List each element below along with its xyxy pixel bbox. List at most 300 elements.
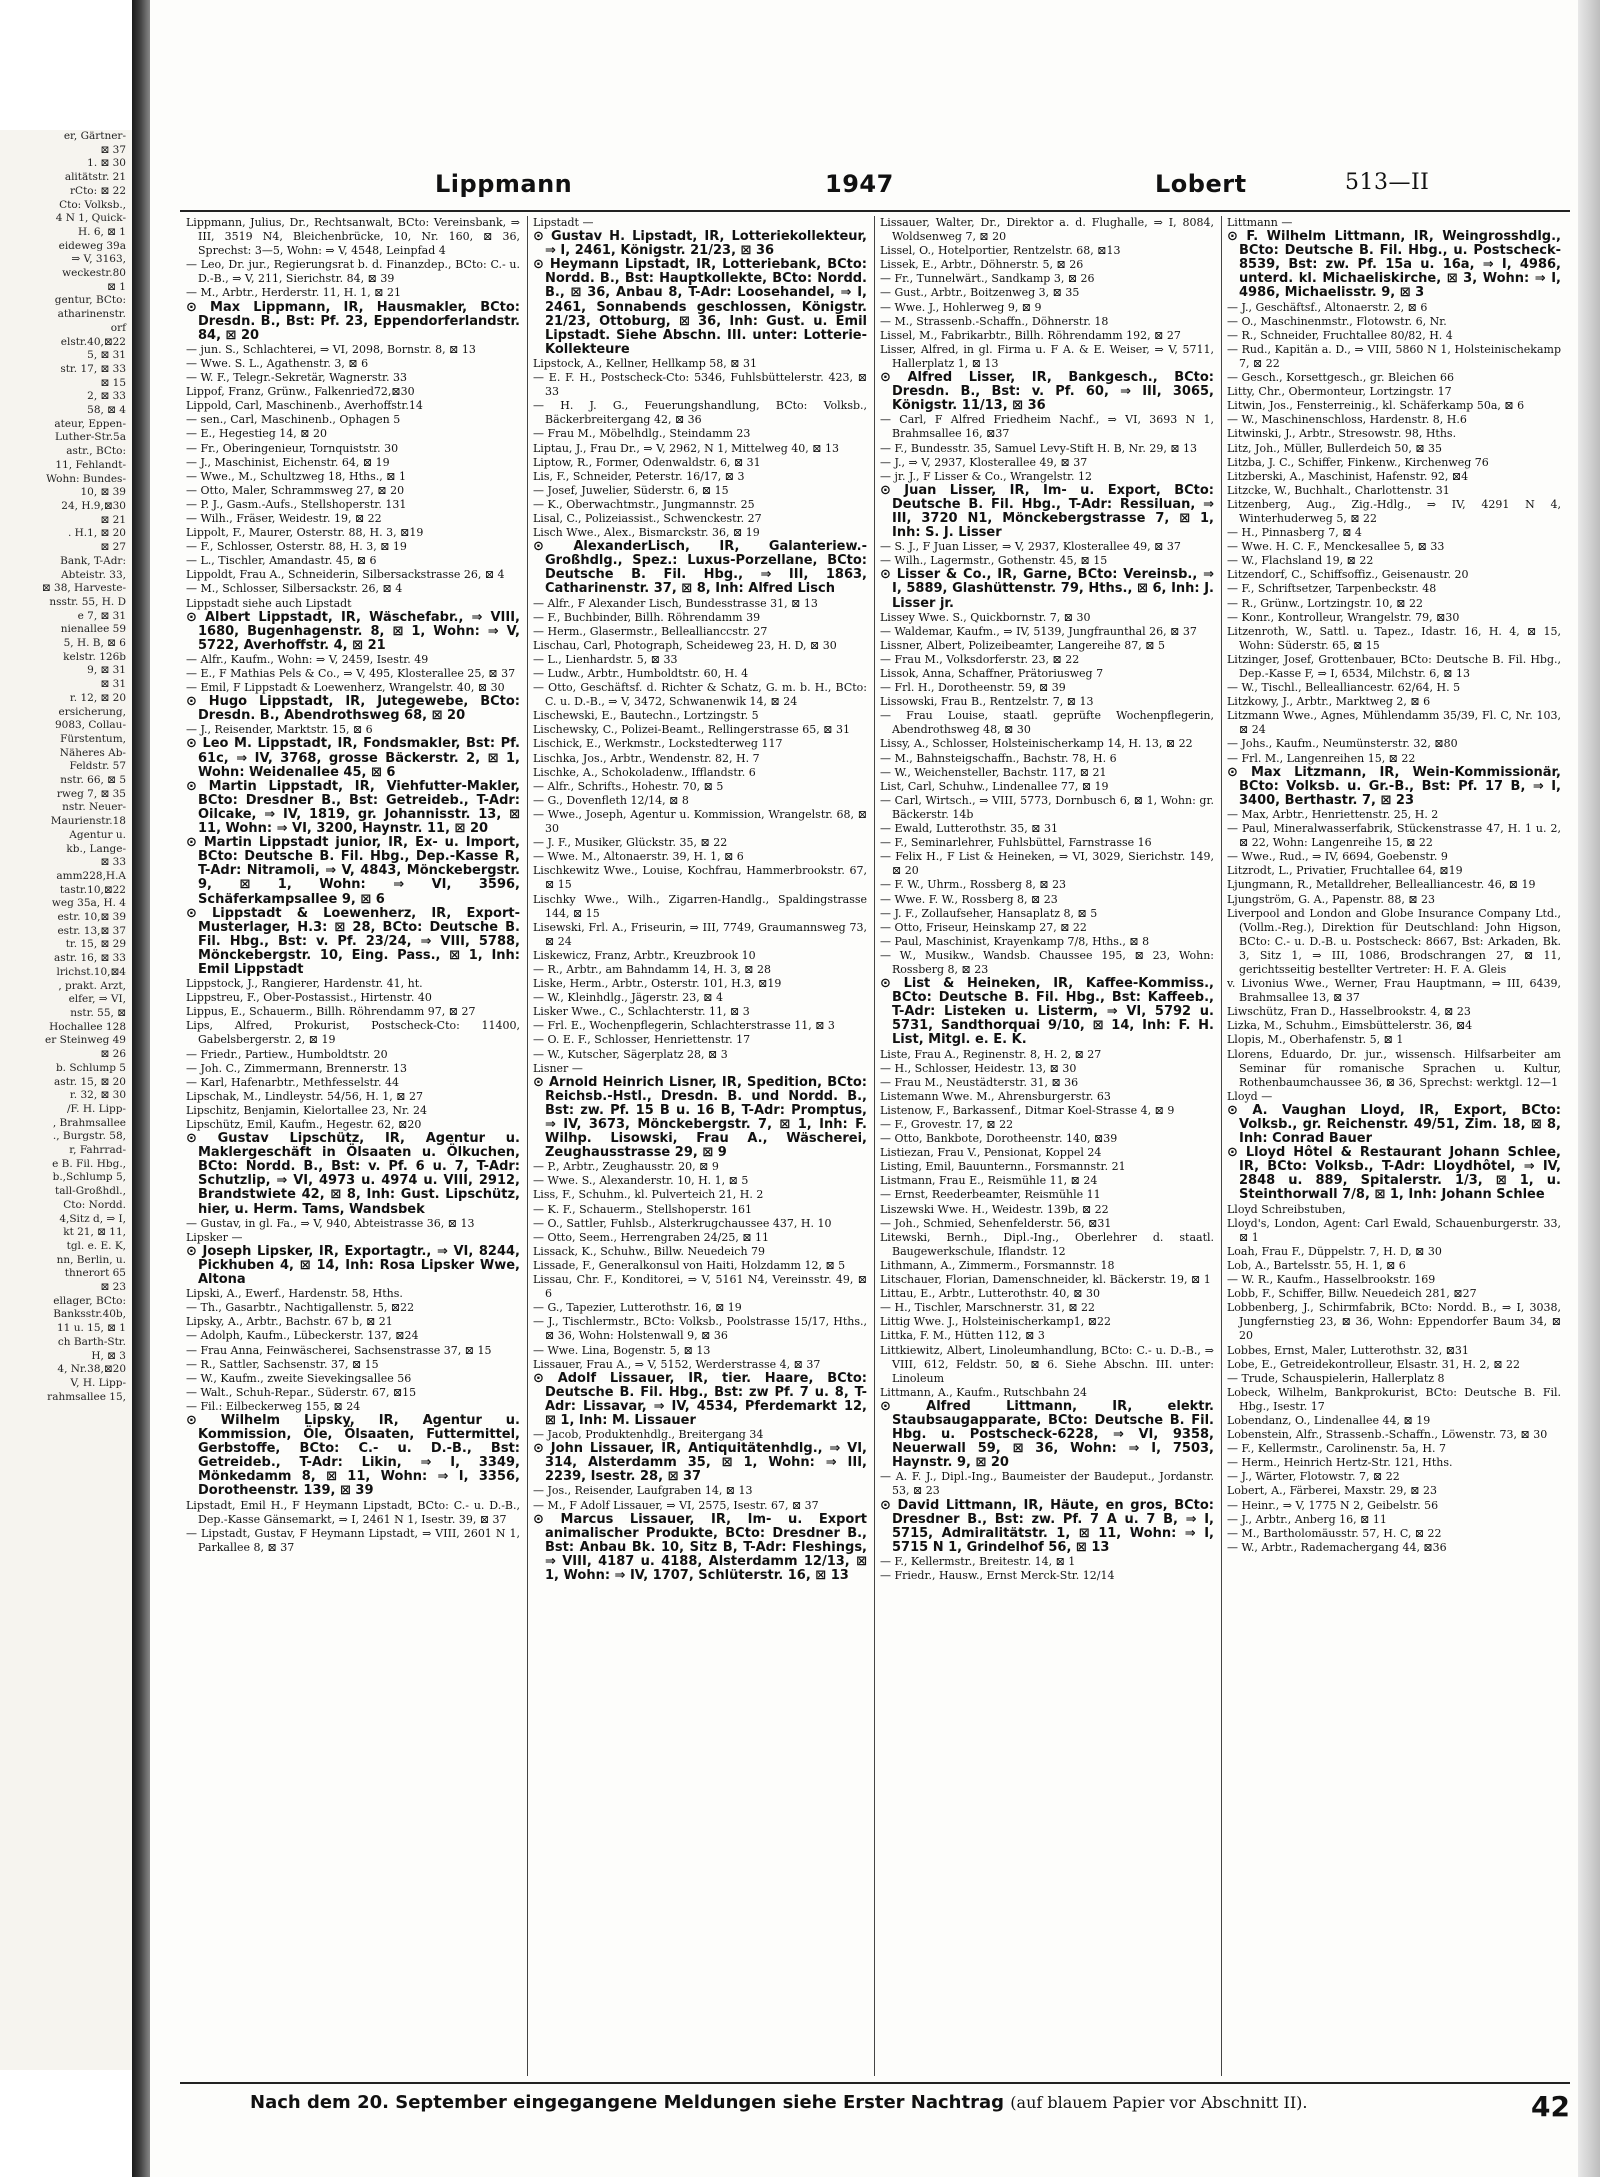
directory-entry: Lipsky, A., Arbtr., Bachstr. 67 b, ⊠ 21 — [186, 1315, 393, 1329]
fragment-line: e 7, ⊠ 31 — [77, 609, 126, 622]
directory-entry: Lipski, A., Ewerf., Hardenstr. 58, Hths. — [186, 1287, 403, 1301]
fragment-line: alitätstr. 21 — [64, 171, 126, 184]
directory-entry: — F., Buchbinder, Billh. Röhrendamm 39 — [533, 610, 761, 624]
directory-entry: — W., Musikw., Wandsb. Chaussee 195, ⊠ 23, Wohn: Rossberg 8, ⊠ 23 — [880, 948, 1214, 976]
directory-entry: Lis, F., Schneider, Peterstr. 16/17, ⊠ 3 — [533, 469, 745, 483]
directory-entry: — Paul, Mineralwasserfabrik, Stückenstrasse 47, H. 1 u. 2, ⊠ 22, Wohn: Langenreihe 15, ⊠ 22 — [1227, 822, 1561, 850]
directory-entry: Llorens, Eduardo, Dr. jur., wissensch. Hilfsarbeiter am Seminar für romanische Sprachen u. Kultur, Rothenbaumchaussee 36, ⊠ 36, Sprechst: werktgl. 12—1 — [1227, 1047, 1561, 1089]
fragment-line: nn, Berlin, u. — [56, 1253, 126, 1266]
directory-entry: Listemann Wwe. M., Ahrensburgerstr. 63 — [880, 1089, 1111, 1103]
directory-entry: Litzcke, W., Buchhalt., Charlottenstr. 31 — [1227, 483, 1450, 497]
fragment-line: Maurienstr.18 — [50, 815, 126, 828]
directory-entry: — H., Tischler, Marschnerstr. 31, ⊠ 22 — [880, 1301, 1096, 1315]
directory-entry: Lissek, E., Arbtr., Döhnerstr. 5, ⊠ 26 — [880, 258, 1084, 272]
fragment-line: Wohn: Bundes- — [46, 472, 126, 485]
fragment-line: Luther-Str.5a — [54, 431, 126, 444]
fragment-line: ellager, BCto: — [53, 1294, 126, 1307]
directory-entry: — J., Arbtr., Anberg 16, ⊠ 11 — [1227, 1512, 1387, 1526]
running-header — [180, 170, 1570, 204]
directory-entry: — Alfr., Kaufm., Wohn: ⇒ V, 2459, Isestr. 49 — [186, 652, 429, 666]
directory-entry: — P. J., Gasm.-Aufs., Stellshoperstr. 131 — [186, 497, 407, 511]
directory-entry: ⊙ Heymann Lipstadt, IR, Lotteriebank, BCto: Nordd. B., Bst: Hauptkollekte, BCto: Nordd. B., ⊠ 36, Anbau 8, T-Adr: Loosehandel, ⇒ I, 2461, Sonnabends geschlossen, Königstr. 21/23, Ottoburg, ⊠ 36, Inh: Gust. u. Emil Lipstadt. Siehe Abschn. III. unter: Lotterie-Kollekteure — [533, 257, 867, 357]
fragment-line: rahmsallee 15, — [47, 1390, 126, 1403]
fragment-line: er Steinweg 49 — [45, 1034, 126, 1047]
directory-entry: — Felix H., F List & Heineken, ⇒ VI, 3029, Sierichstr. 149, ⊠ 20 — [880, 850, 1214, 878]
fragment-line: gentur, BCto: — [54, 294, 126, 307]
directory-entry: Littmann, A., Kaufm., Rutschbahn 24 — [880, 1385, 1088, 1399]
directory-entry: Lischick, E., Werkmstr., Lockstedterweg 117 — [533, 737, 783, 751]
fragment-line: er, Gärtner- — [63, 130, 126, 142]
directory-entry: Litzmann Wwe., Agnes, Mühlendamm 35/39, Fl. C, Nr. 103, ⊠ 24 — [1227, 709, 1561, 737]
directory-entry: — W., Flachsland 19, ⊠ 22 — [1227, 554, 1374, 568]
directory-entry: Lizka, M., Schuhm., Eimsbüttelerstr. 36, ⊠4 — [1227, 1019, 1473, 1033]
directory-entry: Lischke, A., Schokoladenw., Ifflandstr. 6 — [533, 765, 756, 779]
fragment-line: astr., BCto: — [66, 445, 126, 458]
directory-entry: ⊙ Lippstadt & Loewenherz, IR, Export-Musterlager, H.3: ⊠ 28, BCto: Deutsche B. Fil. Hbg., Bst: v. Pf. 23/24, ⇒ VIII, 5788, Mönckebergstr. 10, Eing. Pass., ⊠ 1, Inh: Emil Lippstadt — [186, 905, 520, 977]
directory-entry: — Walt., Schuh-Repar., Süderstr. 67, ⊠15 — [186, 1385, 417, 1399]
directory-entry: ⊙ Wilhelm Lipsky, IR, Agentur u. Kommission, Öle, Ölsaaten, Futtermittel, Gerbstoffe, BCto: C.- u. D.-B., Bst: Getreideb., T-Adr: Likin, ⇒ I, 3349, Mönkedamm 8, ⊠ 11, Wohn: ⇒ I, 3356, Dorotheenstr. 139, ⊠ 39 — [186, 1412, 520, 1499]
directory-entry: Lischewski, E., Bautechn., Lortzingstr. 5 — [533, 709, 759, 723]
directory-entry: — J., Reisender, Marktstr. 15, ⊠ 6 — [186, 723, 373, 737]
directory-entry: Litzenberg, Aug., Zig.-Hdlg., ⇒ IV, 4291 N 4, Winterhuderweg 5, ⊠ 22 — [1227, 497, 1561, 525]
fragment-line: tastr.10,⊠22 — [59, 883, 126, 896]
column-divider — [1221, 216, 1222, 2076]
directory-entry: ⊙ Gustav Lipschütz, IR, Agentur u. Maklergeschäft in Ölsaaten u. Ölkuchen, BCto: Nordd. B., Bst: v. Pf. 6 u. 7, T-Adr: Schutzlip, ⇒ VI, 4973 u. 4974 u. VIII, 2912, Brandstwiete 42, ⊠ 8, Inh: Gust. Lipschütz, hier, u. Herm. Tams, Wandsbek — [186, 1131, 520, 1217]
directory-entry: Litzenroth, W., Sattl. u. Tapez., Idastr. 16, H. 4, ⊠ 15, Wohn: Süderstr. 65, ⊠ 15 — [1227, 624, 1561, 652]
directory-entry: Listiezan, Frau V., Pensionat, Koppel 24 — [880, 1146, 1102, 1160]
fragment-line: , prakt. Arzt, — [58, 979, 126, 992]
fragment-line: 10, ⊠ 39 — [80, 486, 126, 499]
directory-entry: — F. W., Uhrm., Rossberg 8, ⊠ 23 — [880, 878, 1067, 892]
directory-entry: — jun. S., Schlachterei, ⇒ VI, 2098, Bornstr. 8, ⊠ 13 — [186, 342, 476, 356]
fragment-line: estr. 13,⊠ 37 — [57, 924, 126, 937]
directory-entry: ⊙ Marcus Lissauer, IR, Im- u. Export animalischer Produkte, BCto: Dresdner B., Bst: Anbau Bk. 10, Sitz B, T-Adr: Fleshings, ⇒ VIII, 4187 u. 4188, Alsterdamm 12/13, ⊠ 1, Wohn: ⇒ IV, 1707, Schlüterstr. 16, ⊠ 13 — [533, 1511, 867, 1583]
footer-note-paren: (auf blauem Papier vor Abschnitt II). — [1010, 2093, 1308, 2112]
fragment-line: Banksstr.40b, — [53, 1308, 126, 1321]
fragment-line: weg 35a, H. 4 — [51, 897, 126, 910]
footer-rule — [180, 2082, 1570, 2084]
directory-entry: Litzrodt, L., Privatier, Fruchtallee 64, ⊠19 — [1227, 864, 1463, 878]
directory-entry: Liste, Frau A., Reginenstr. 8, H. 2, ⊠ 27 — [880, 1047, 1102, 1061]
directory-entry: Lissade, F., Generalkonsul von Haiti, Holzdamm 12, ⊠ 5 — [533, 1258, 846, 1272]
directory-entry: Lischau, Carl, Photograph, Scheideweg 23, H. D, ⊠ 30 — [533, 638, 837, 652]
directory-entry: Liwschütz, Fran D., Hasselbrookstr. 4, ⊠ 23 — [1227, 1005, 1471, 1019]
fragment-line: elstr.40,⊠22 — [60, 335, 126, 348]
fragment-line: nstr. 55, ⊠ — [70, 1007, 126, 1019]
directory-entry: — W., Tischl., Bellealliancestr. 62/64, H. 5 — [1227, 681, 1461, 695]
directory-entry: Lloyd Schreibstuben, — [1227, 1202, 1346, 1216]
fragment-line: thnerort 65 — [64, 1267, 126, 1280]
directory-entry: Lloyd — — [1227, 1089, 1273, 1103]
directory-entry: Lobbenberg, J., Schirmfabrik, BCto: Nordd. B., ⇒ I, 3038, Jungfernstieg 23, ⊠ 36, Wohn: Eppendorfer Baum 34, ⊠ 20 — [1227, 1301, 1561, 1343]
directory-entry: Lissey Wwe. S., Quickbornstr. 7, ⊠ 30 — [880, 610, 1091, 624]
directory-entry: Litwin, Jos., Fensterreinig., kl. Schäferkamp 50a, ⊠ 6 — [1227, 399, 1525, 413]
directory-entry: ⊙ Leo M. Lippstadt, IR, Fondsmakler, Bst: Pf. 61c, ⇒ IV, 3768, grosse Bäckerstr. 2, ⊠ 1, Wohn: Weidenallee 45, ⊠ 6 — [186, 736, 520, 780]
directory-entry: Lissy, A., Schlosser, Holsteinischerkamp 14, H. 13, ⊠ 22 — [880, 737, 1193, 751]
directory-entry: Lobenstein, Alfr., Strassenb.-Schaffn., Löwenstr. 73, ⊠ 30 — [1227, 1428, 1548, 1442]
directory-entry: — Konr., Kontrolleur, Wrangelstr. 79, ⊠30 — [1227, 610, 1460, 624]
fragment-line: r. 12, ⊠ 20 — [69, 691, 126, 704]
directory-entry: Liskewicz, Franz, Arbtr., Kreuzbrook 10 — [533, 948, 756, 962]
directory-entry: Lips, Alfred, Prokurist, Postscheck-Cto: 11400, Gabelsbergerstr. 2, ⊠ 19 — [186, 1019, 520, 1047]
fragment-line: ⊠ 1 — [107, 280, 126, 293]
directory-entry: — Heinr., ⇒ V, 1775 N 2, Geibelstr. 56 — [1227, 1498, 1439, 1512]
directory-entry: — W., Kutscher, Sägerplatz 28, ⊠ 3 — [533, 1047, 728, 1061]
directory-entry: ⊙ Lloyd Hôtel & Restaurant Johann Schlee, IR, BCto: Volksb., T-Adr: Lloydhôtel, ⇒ IV, 2848 u. 889, Spitalerstr. 1/3, ⊠ 1, u. Steinthorwall 7/8, ⊠ 1, Inh: Johann Schlee — [1227, 1145, 1561, 1203]
directory-entry: Lissner, Albert, Polizeibeamter, Langereihe 87, ⊠ 5 — [880, 638, 1165, 652]
directory-entry: — Wwe., Rud., ⇒ IV, 6694, Goebenstr. 9 — [1227, 850, 1448, 864]
directory-entry: — R., Grünw., Lortzingstr. 10, ⊠ 22 — [1227, 596, 1423, 610]
directory-entry: Lipstadt, Emil H., F Heymann Lipstadt, BCto: C.- u. D.-B., Dep.-Kasse Gänsemarkt, ⇒ I, 2461 N 1, Isestr. 39, ⊠ 37 — [186, 1498, 520, 1526]
directory-entry: List, Carl, Schuhw., Lindenallee 77, ⊠ 19 — [880, 779, 1109, 793]
directory-entry: Lischewsky, C., Polizei-Beamt., Rellingerstrasse 65, ⊠ 31 — [533, 723, 850, 737]
fragment-line: /F. H. Lipp- — [66, 1102, 126, 1115]
directory-entry: ⊙ Juan Lisser, IR, Im- u. Export, BCto: Deutsche B. Fil. Hbg., T-Adr: Ressiluan, ⇒ III, 3720 N1, Mönckebergstrasse 7, ⊠ 1, Inh: S. J. Lisser — [880, 482, 1214, 541]
column-divider — [874, 216, 875, 2076]
directory-entry: Lippof, Franz, Grünw., Falkenried72,⊠30 — [186, 385, 415, 399]
fragment-line: kelstr. 126b — [63, 650, 126, 663]
fragment-line: elfer, ⇒ VI, — [68, 993, 126, 1006]
directory-entry: — Adolph, Kaufm., Lübeckerstr. 137, ⊠24 — [186, 1329, 419, 1343]
directory-entry: — J., Wärter, Flotowstr. 7, ⊠ 22 — [1227, 1470, 1400, 1484]
directory-entry: — E., F Mathias Pels & Co., ⇒ V, 495, Klosterallee 25, ⊠ 37 — [186, 667, 516, 680]
directory-entry: — J. F., Musiker, Glückstr. 35, ⊠ 22 — [533, 836, 728, 850]
directory-entry: — H. J. G., Feuerungshandlung, BCto: Volksb., Bäckerbreitergang 42, ⊠ 36 — [533, 399, 867, 427]
directory-entry: Liss, F., Schuhm., kl. Pulverteich 21, H. 2 — [533, 1188, 764, 1202]
fragment-line: eideweg 39a — [58, 239, 126, 252]
directory-entry: — Leo, Dr. jur., Regierungsrat b. d. Finanzdep., BCto: C.- u. D.-B., ⇒ V, 211, Sierichstr. 84, ⊠ 39 — [186, 258, 520, 286]
directory-entry: Litewski, Bernh., Dipl.-Ing., Oberlehrer d. staatl. Baugewerkschule, Iflandstr. 12 — [880, 1230, 1214, 1258]
directory-entry: — Joh. C., Zimmermann, Brennerstr. 13 — [186, 1061, 407, 1075]
fragment-line: b.,Schlump 5, — [52, 1171, 126, 1184]
directory-entry: ⊙ Adolf Lissauer, IR, tier. Haare, BCto: Deutsche B. Fil. Hbg., Bst: zw Pf. 7 u. 8, T-Adr: Lissavar, ⇒ IV, 4534, Pferdemarkt 12, ⊠ 1, Inh: M. Lissauer — [533, 1370, 867, 1428]
fragment-line: 4,Sitz d, ⇒ I, — [59, 1212, 126, 1225]
fragment-line: ⊠ 37 — [100, 143, 126, 156]
directory-entry: — F., Grovestr. 17, ⊠ 22 — [880, 1118, 1014, 1131]
directory-entry: ⊙ A. Vaughan Lloyd, IR, Export, BCto: Volksb., gr. Reichenstr. 49/51, Zim. 18, ⊠ 8, Inh: Conrad Bauer — [1227, 1102, 1561, 1147]
directory-entry: — M., Schlosser, Silbersackstr. 26, ⊠ 4 — [186, 582, 403, 596]
directory-entry: — Fr., Tunnelwärt., Sandkamp 3, ⊠ 26 — [880, 272, 1095, 286]
directory-entry: — Otto, Geschäftsf. d. Richter & Schatz, G. m. b. H., BCto: C. u. D.-B., ⇒ V, 3472, Schwanenwik 14, ⊠ 24 — [533, 681, 867, 709]
directory-entry: — Wwe. J., Hohlerweg 9, ⊠ 9 — [880, 300, 1042, 314]
fragment-line: ⊠ 26 — [100, 1048, 126, 1061]
directory-entry: — E. F. H., Postscheck-Cto: 5346, Fuhlsbüttelerstr. 423, ⊠ 33 — [533, 371, 867, 399]
directory-entry: — J., Maschinist, Eichenstr. 64, ⊠ 19 — [186, 455, 390, 469]
directory-entry: — H., Pinnasberg 7, ⊠ 4 — [1227, 526, 1362, 540]
directory-entry: — W., Arbtr., Rademachergang 44, ⊠36 — [1227, 1540, 1447, 1554]
directory-entry: — Frl. M., Langenreihen 15, ⊠ 22 — [1227, 751, 1416, 765]
directory-entry: Litzkowy, J., Arbtr., Marktweg 2, ⊠ 6 — [1227, 695, 1431, 709]
directory-entry: — Frau M., Möbelhdlg., Steindamm 23 — [533, 427, 751, 441]
fragment-line: Abteistr. 33, — [61, 568, 126, 581]
directory-entry: — Otto, Maler, Schrammsweg 27, ⊠ 20 — [186, 483, 405, 497]
directory-entry: — Frau M., Neustädterstr. 31, ⊠ 36 — [880, 1075, 1079, 1089]
directory-entry: Litzberski, A., Maschinist, Hafenstr. 92, ⊠4 — [1227, 469, 1469, 483]
directory-entry: Litwinski, J., Arbtr., Stresowstr. 98, Hths. — [1227, 427, 1457, 441]
fragment-line: e B. Fil. Hbg., — [52, 1157, 126, 1170]
directory-entry: — M., Bahnsteigschaffn., Bachstr. 78, H. 6 — [880, 751, 1117, 765]
directory-entry: — Gust., Arbtr., Boitzenweg 3, ⊠ 35 — [880, 286, 1080, 300]
directory-entry: — Johs., Kaufm., Neumünsterstr. 32, ⊠80 — [1227, 737, 1458, 751]
directory-entry: — Jos., Reisender, Laufgraben 14, ⊠ 13 — [533, 1484, 753, 1498]
directory-entry: — A. F. J., Dipl.-Ing., Baumeister der Baudeput., Jordanstr. 53, ⊠ 23 — [880, 1470, 1214, 1498]
directory-entry: Lissowski, Frau B., Rentzelstr. 7, ⊠ 13 — [880, 695, 1094, 709]
fragment-line: . H.1, ⊠ 20 — [67, 527, 126, 540]
directory-entry: — Jacob, Produktenhdlg., Breitergang 34 — [533, 1428, 764, 1442]
directory-entry: — G., Tapezier, Lutterothstr. 16, ⊠ 19 — [533, 1301, 742, 1315]
directory-entry: — jr. J., F Lisser & Co., Wrangelstr. 12 — [880, 469, 1093, 483]
fragment-line: astr. 16, ⊠ 33 — [54, 952, 126, 965]
directory-entry: Lipschütz, Emil, Kaufm., Hegestr. 62, ⊠20 — [186, 1118, 422, 1131]
directory-entry: Lissauer, Walter, Dr., Direktor a. d. Flughalle, ⇒ I, 8084, Woldsenweg 7, ⊠ 20 — [880, 216, 1214, 244]
fragment-line: ⊠ 27 — [100, 541, 126, 554]
fragment-line: nienallee 59 — [60, 623, 126, 636]
directory-entry: — Lipstadt, Gustav, F Heymann Lipstadt, ⇒ VIII, 2601 N 1, Parkallee 8, ⊠ 37 — [186, 1526, 520, 1554]
directory-entry: — R., Schneider, Fruchtallee 80/82, H. 4 — [1227, 328, 1453, 342]
directory-entry: — K. F., Schauerm., Stellshoperstr. 161 — [533, 1202, 752, 1216]
page-footer — [180, 2088, 1570, 2128]
header-page-number: 513—II — [1345, 170, 1430, 195]
fragment-line: 11 u. 15, ⊠ 1 — [57, 1322, 126, 1335]
fragment-line: Feldstr. 57 — [69, 760, 126, 773]
directory-entry: ⊙ Gustav H. Lipstadt, IR, Lotteriekollekteur, ⇒ I, 2461, Königstr. 21/23, ⊠ 36 — [533, 229, 867, 259]
directory-entry: ⊙ Max Lippmann, IR, Hausmakler, BCto: Dresdn. B., Bst: Pf. 23, Eppendorferlandstr. 84, ⊠ 20 — [186, 299, 520, 343]
directory-entry: Lobe, E., Getreidekontrolleur, Elsastr. 31, H. 2, ⊠ 22 — [1227, 1357, 1521, 1371]
column-2 — [533, 216, 867, 2076]
header-year: 1947 — [825, 170, 894, 198]
fragment-line: Bank, T-Adr: — [60, 554, 126, 567]
fragment-line: kb., Lange- — [66, 842, 126, 855]
directory-entry: ⊙ Hugo Lippstadt, IR, Jutegewebe, BCto: Dresdn. B., Abendrothsweg 68, ⊠ 20 — [186, 694, 520, 724]
fragment-line: , Brahmsallee — [52, 1116, 126, 1129]
fragment-line: ch Barth-Str. — [57, 1335, 126, 1348]
directory-entry: — Rud., Kapitän a. D., ⇒ VIII, 5860 N 1, Holsteinischekamp 7, ⊠ 22 — [1227, 342, 1561, 370]
directory-entry: Lipstadt — — [533, 216, 594, 229]
directory-entry: Littig Wwe. J., Holsteinischerkamp1, ⊠22 — [880, 1315, 1111, 1329]
directory-entry: — Fr., Oberingenieur, Tornquiststr. 30 — [186, 441, 399, 455]
directory-entry: — Friedr., Partiew., Humboldtstr. 20 — [186, 1047, 388, 1061]
fragment-line: r. 32, ⊠ 30 — [69, 1089, 126, 1102]
directory-entry: — Emil, F Lippstadt & Loewenherz, Wrangelstr. 40, ⊠ 30 — [186, 681, 505, 695]
directory-entry: ⊙ List & Heineken, IR, Kaffee-Kommiss., BCto: Deutsche B. Fil. Hbg., Bst: Kaffeeb., T-Adr: Listeken u. Listerm, ⇒ VI, 5792 u. 5731, Sandthorquai 9/10, ⊠ 14, Inh: F. H. List, Mitgl. e. E. K. — [880, 976, 1214, 1048]
directory-entry: Lippstreu, F., Ober-Postassist., Hirtenstr. 40 — [186, 991, 432, 1005]
fragment-line: 5, ⊠ 31 — [87, 349, 126, 362]
directory-entry: Litz, Joh., Müller, Bullerdeich 50, ⊠ 35 — [1227, 441, 1443, 455]
directory-entry: Lob, A., Bartelsstr. 55, H. 1, ⊠ 6 — [1227, 1258, 1406, 1272]
fragment-line: 1. ⊠ 30 — [87, 157, 126, 170]
column-1 — [186, 216, 520, 2076]
directory-entry: — Gesch., Korsettgesch., gr. Bleichen 66 — [1227, 371, 1454, 385]
directory-entry: — Frau M., Volksdorferstr. 23, ⊠ 22 — [880, 652, 1080, 666]
directory-entry: — W., Kaufm., zweite Sievekingsallee 56 — [186, 1371, 412, 1385]
directory-entry: Liptow, R., Former, Odenwaldstr. 6, ⊠ 31 — [533, 455, 761, 469]
directory-entry: — Wwe. S. L., Agathenstr. 3, ⊠ 6 — [186, 356, 369, 370]
directory-entry: — W. F., Telegr.-Sekretär, Wagnerstr. 33 — [186, 371, 408, 385]
directory-entry: ⊙ John Lissauer, IR, Antiquitätenhdlg., ⇒ VI, 314, Alsterdamm 35, ⊠ 1, Wohn: ⇒ III, 2239, Isestr. 28, ⊠ 37 — [533, 1441, 867, 1485]
fragment-line: ⊠ 15 — [100, 376, 126, 389]
directory-entry: Littau, E., Arbtr., Lutterothstr. 40, ⊠ 30 — [880, 1287, 1100, 1301]
directory-entry: — E., Hegestieg 14, ⊠ 20 — [186, 427, 328, 441]
directory-entry: Lissel, M., Fabrikarbtr., Billh. Röhrendamm 192, ⊠ 27 — [880, 328, 1181, 342]
directory-entry: Lipsker — — [186, 1230, 243, 1244]
fragment-line: orf — [110, 321, 126, 334]
directory-entry: Lippoldt, Frau A., Schneiderin, Silbersackstrasse 26, ⊠ 4 — [186, 568, 505, 582]
header-right-keyword: Lobert — [1155, 170, 1247, 198]
directory-entry: Lisewski, Frl. A., Friseurin, ⇒ III, 7749, Graumannsweg 73, ⊠ 24 — [533, 920, 867, 948]
fragment-line: Näheres Ab- — [59, 746, 126, 759]
directory-entry: Lobb, F., Schiffer, Billw. Neuedeich 281, ⊠27 — [1227, 1287, 1477, 1301]
fragment-line: lrichst.10,⊠4 — [56, 965, 126, 978]
directory-entry: Listing, Emil, Bauunternn., Forsmannstr. 21 — [880, 1160, 1126, 1174]
directory-entry: Lipstock, A., Kellner, Hellkamp 58, ⊠ 31 — [533, 356, 757, 370]
directory-entry: ⊙ Alfred Lisser, IR, Bankgesch., BCto: Dresdn. B., Bst: v. Pf. 60, ⇒ III, 3065, Königstr. 11/13, ⊠ 36 — [880, 370, 1214, 414]
fragment-line: 2, ⊠ 33 — [87, 390, 126, 403]
fragment-line: 5, H. B, ⊠ 6 — [63, 637, 126, 650]
directory-entry: — J., Geschäftsf., Altonaerstr. 2, ⊠ 6 — [1227, 300, 1428, 314]
directory-entry: Lischky Wwe., Wilh., Zigarren-Handlg., Spaldingstrasse 144, ⊠ 15 — [533, 892, 867, 920]
directory-entry: Lipschak, M., Lindleystr. 54/56, H. 1, ⊠ 27 — [186, 1089, 424, 1103]
directory-entry: Littka, F. M., Hütten 112, ⊠ 3 — [880, 1329, 1045, 1343]
directory-entry: Litschauer, Florian, Damenschneider, kl. Bäckerstr. 19, ⊠ 1 — [880, 1273, 1211, 1287]
directory-entry: — Frl. E., Wochenpflegerin, Schlachterstrasse 11, ⊠ 3 — [533, 1019, 835, 1033]
directory-entry: — J., ⇒ V, 2937, Klosterallee 49, ⊠ 37 — [880, 455, 1088, 469]
directory-entry: Lissok, Anna, Schaffner, Prätoriusweg 7 — [880, 667, 1104, 680]
directory-entry: — Frl. H., Dorotheenstr. 59, ⊠ 39 — [880, 681, 1066, 695]
directory-entry: — Wwe. H. C. F., Menckesallee 5, ⊠ 33 — [1227, 540, 1445, 554]
directory-entry: Llopis, M., Oberhafenstr. 5, ⊠ 1 — [1227, 1033, 1404, 1047]
fragment-line: nstr. Neuer- — [62, 801, 126, 814]
fragment-line: Hochallee 128 — [49, 1020, 126, 1033]
footer-note-text: Nach dem 20. September eingegangene Meldungen siehe Erster Nachtrag — [250, 2092, 1005, 2113]
directory-entry: ⊙ Lisser & Co., IR, Garne, BCto: Vereinsb., ⇒ I, 5889, Glashüttenstr. 79, Hths., ⊠ 6, Inh: J. Lisser jr. — [880, 567, 1214, 611]
directory-entry: — Wwe. Lina, Bogenstr. 5, ⊠ 13 — [533, 1343, 711, 1357]
directory-entry: Lobendanz, O., Lindenallee 44, ⊠ 19 — [1227, 1413, 1431, 1427]
directory-entry: — O. E. F., Schlosser, Henriettenstr. 17 — [533, 1033, 751, 1047]
directory-entry: Littmann — — [1227, 216, 1293, 229]
fragment-line: ⊠ 31 — [100, 678, 126, 691]
directory-page — [150, 0, 1600, 2177]
fragment-line: b. Schlump 5 — [55, 1061, 126, 1074]
directory-entry: ⊙ Arnold Heinrich Lisner, IR, Spedition, BCto: Reichsb.-Hstl., Dresdn. B. und Nordd. B., Bst: zw. Pf. 15 B u. 16 B, T-Adr: Promptus, ⇒ IV, 3673, Mönckebergstr. 7, ⊠ 1, Inh: F. Wilhp. Lisowski, Frau A., Wäscherei, Zeughausstrasse 29, ⊠ 9 — [533, 1074, 867, 1161]
directory-entry: — Wwe. S., Alexanderstr. 10, H. 1, ⊠ 5 — [533, 1174, 749, 1188]
directory-entry: — Max, Arbtr., Henriettenstr. 25, H. 2 — [1227, 807, 1439, 821]
directory-entry: Lobeck, Wilhelm, Bankprokurist, BCto: Deutsche B. Fil. Hbg., Isestr. 17 — [1227, 1385, 1561, 1413]
directory-entry: — Gustav, in gl. Fa., ⇒ V, 940, Abteistrasse 36, ⊠ 13 — [186, 1216, 475, 1230]
fragment-line: 58, ⊠ 4 — [87, 404, 126, 417]
header-rule — [180, 210, 1570, 212]
directory-entry: ⊙ Alfred Littmann, IR, elektr. Staubsaugapparate, BCto: Deutsche B. Fil. Hbg. u. Postscheck-6228, ⇒ VI, 9358, Neuerwall 59, ⊠ 36, Wohn: ⇒ I, 7503, Haynstr. 9, ⊠ 20 — [880, 1398, 1214, 1471]
directory-entry: — M., F Adolf Lissauer, ⇒ VI, 2575, Isestr. 67, ⊠ 37 — [533, 1498, 819, 1512]
directory-entry: — Alfr., Schrifts., Hohestr. 70, ⊠ 5 — [533, 779, 724, 793]
directory-entry: — O., Sattler, Fuhlsb., Alsterkrugchaussee 437, H. 10 — [533, 1216, 832, 1230]
fragment-line: ⊠ 21 — [100, 513, 126, 526]
directory-entry: Lippstadt siehe auch Lipstadt — [186, 596, 352, 610]
directory-entry: Lippold, Carl, Maschinenb., Averhoffstr.14 — [186, 399, 423, 413]
directory-entry: — Trude, Schauspielerin, Hallerplatz 8 — [1227, 1371, 1445, 1385]
directory-entry: Lisal, C., Polizeiassist., Schwenckestr. 27 — [533, 511, 762, 525]
directory-entry: — S. J., F Juan Lisser, ⇒ V, 2937, Klosterallee 49, ⊠ 37 — [880, 540, 1181, 554]
directory-entry: Lischka, Jos., Arbtr., Wendenstr. 82, H. 7 — [533, 751, 760, 765]
fragment-line: Cto: Volksb., — [59, 198, 126, 211]
directory-entry: — P., Arbtr., Zeughausstr. 20, ⊠ 9 — [533, 1160, 719, 1174]
directory-entry: Liszewski Wwe. H., Weidestr. 139b, ⊠ 22 — [880, 1202, 1109, 1216]
directory-entry: — K., Oberwachtmstr., Jungmannstr. 25 — [533, 497, 755, 511]
directory-entry: Littkiewitz, Albert, Linoleumhandlung, BCto: C.- u. D.-B., ⇒ VIII, 612, Feldstr. 50, ⊠ 6. Siehe Abschn. III. unter: Linoleum — [880, 1343, 1214, 1385]
fragment-line: ⊠ 33 — [100, 856, 126, 869]
directory-entry: Litty, Chr., Obermonteur, Lortzingstr. 17 — [1227, 385, 1452, 399]
directory-entry: — Frau Anna, Feinwäscherei, Sachsenstrasse 37, ⊠ 15 — [186, 1343, 492, 1357]
directory-entry: — H., Schlosser, Heidestr. 13, ⊠ 30 — [880, 1061, 1077, 1075]
fragment-line: 24, H.9,⊠30 — [61, 499, 126, 512]
directory-entry: Lissauer, Frau A., ⇒ V, 5152, Werderstrasse 4, ⊠ 37 — [533, 1357, 821, 1371]
directory-entry: — F., Kellermstr., Carolinenstr. 5a, H. 7 — [1227, 1442, 1446, 1456]
directory-entry: Liske, Herm., Arbtr., Osterstr. 101, H.3, ⊠19 — [533, 977, 782, 991]
directory-entry: — R., Arbtr., am Bahndamm 14, H. 3, ⊠ 28 — [533, 962, 772, 976]
directory-entry: — F., Schriftsetzer, Tarpenbeckstr. 48 — [1227, 582, 1437, 596]
directory-entry: — F., Kellermstr., Breitestr. 14, ⊠ 1 — [880, 1554, 1076, 1568]
fragment-line: 4 N 1, Quick- — [55, 212, 126, 225]
directory-entry: — Wwe., Joseph, Agentur u. Kommission, Wrangelstr. 68, ⊠ 30 — [533, 807, 867, 836]
directory-entry: ⊙ Joseph Lipsker, IR, Exportagtr., ⇒ VI, 8244, Pickhuben 4, ⊠ 14, Inh: Rosa Lipsker Wwe, Altona — [186, 1243, 520, 1288]
fragment-line: Agentur u. — [69, 828, 126, 841]
directory-entry: Lissau, Chr. F., Konditorei, ⇒ V, 5161 N4, Vereinsstr. 49, ⊠ 6 — [533, 1273, 867, 1301]
directory-entry: Lisch Wwe., Alex., Bismarckstr. 36, ⊠ 19 — [533, 526, 760, 540]
previous-page-fragment — [0, 130, 132, 2070]
fragment-line: ⇒ V, 3163, — [71, 253, 126, 266]
directory-entry: v. Livonius Wwe., Werner, Frau Hauptmann, ⇒ III, 6439, Brahmsallee 13, ⊠ 37 — [1227, 977, 1561, 1005]
directory-entry: Ljungström, G. A., Papenstr. 88, ⊠ 23 — [1227, 892, 1436, 906]
directory-entry: — Ernst, Reederbeamter, Reismühle 11 — [880, 1188, 1101, 1202]
directory-entry: Lisker Wwe., C., Schlachterstr. 11, ⊠ 3 — [533, 1005, 750, 1019]
directory-entry: Lissack, K., Schuhw., Billw. Neuedeich 79 — [533, 1244, 766, 1258]
column-4 — [1227, 216, 1561, 2076]
directory-entry: — Wwe. M., Altonaerstr. 39, H. 1, ⊠ 6 — [533, 850, 744, 864]
directory-entry: ⊙ AlexanderLisch, IR, Galanteriew.-Großhdlg., Spez.: Luxus-Porzellane, BCto: Deutsche B. Fil. Hbg., ⇒ III, 1863, Catharinenstr. 37, ⊠ 8, Inh: Alfred Lisch — [533, 539, 867, 597]
directory-entry: ⊙ Albert Lippstadt, IR, Wäschefabr., ⇒ VIII, 1680, Bugenhagenstr. 8, ⊠ 1, Wohn: ⇒ V, 5722, Averhoffstr. 4, ⊠ 21 — [186, 609, 520, 653]
directory-entry: Lisner — — [533, 1061, 583, 1075]
directory-entry: — Waldemar, Kaufm., ⇒ IV, 5139, Jungfraunthal 26, ⊠ 37 — [880, 624, 1197, 638]
directory-entry: — Frau Louise, staatl. geprüfte Wochenpflegerin, Abendrothsweg 48, ⊠ 30 — [880, 709, 1214, 737]
directory-entry: ⊙ F. Wilhelm Littmann, IR, Weingrosshdlg., BCto: Deutsche B. Fil. Hbg., u. Postscheck-8539, Bst: zw. Pf. 15a u. 16a, ⇒ I, 4986, unterd. kl. Michaeliskirche, ⊠ 3, Wohn: ⇒ I, 4986, Michaelisstr. 9, ⊠ 3 — [1227, 229, 1561, 301]
directory-entry: Lissel, O., Hotelportier, Rentzelstr. 68, ⊠13 — [880, 244, 1121, 258]
directory-entry: — W., Kleinhdlg., Jägerstr. 23, ⊠ 4 — [533, 991, 723, 1005]
directory-entry: Lobbes, Ernst, Maler, Lutterothstr. 32, ⊠31 — [1227, 1343, 1469, 1357]
directory-entry: ⊙ Martin Lippstadt junior, IR, Ex- u. Import, BCto: Deutsche B. Fil. Hbg., Dep.-Kasse R, T-Adr: Nitramoli, ⇒ V, 4843, Mönckebergstr. 9, ⊠ 1, Wohn: ⇒ VI, 3596, Schäferkampsallee 9, ⊠ 6 — [186, 835, 520, 907]
fragment-line: 9083, Collau- — [54, 719, 126, 732]
directory-entry: — Wwe., M., Schultzweg 18, Hths., ⊠ 1 — [186, 469, 406, 483]
header-left-keyword: Lippmann — [435, 170, 573, 198]
fragment-line: H. 6, ⊠ 1 — [77, 225, 126, 238]
directory-entry: Lischkewitz Wwe., Louise, Kochfrau, Hammerbrookstr. 67, ⊠ 15 — [533, 864, 867, 892]
fragment-line: rweg 7, ⊠ 35 — [56, 787, 126, 800]
fragment-line: kt 21, ⊠ 11, — [63, 1226, 126, 1239]
directory-entry: Litzba, J. C., Schiffer, Finkenw., Kirchenweg 76 — [1227, 455, 1489, 469]
directory-entry: — Herm., Heinrich Hertz-Str. 121, Hths. — [1227, 1456, 1453, 1470]
directory-entry: — G., Dovenfleth 12/14, ⊠ 8 — [533, 793, 689, 807]
directory-entry: — Karl, Hafenarbtr., Methfesselstr. 44 — [186, 1075, 399, 1089]
directory-entry: — Josef, Juwelier, Süderstr. 6, ⊠ 15 — [533, 483, 729, 497]
page-edge — [1578, 0, 1600, 2177]
fragment-line: V, H. Lipp- — [70, 1376, 126, 1389]
directory-entry: — Wwe. F. W., Rossberg 8, ⊠ 23 — [880, 892, 1058, 906]
fragment-line: ⊠ 23 — [100, 1281, 126, 1294]
directory-entry: Lippstock, J., Rangierer, Hardenstr. 41, ht. — [186, 977, 423, 991]
directory-entry: — R., Sattler, Sachsenstr. 37, ⊠ 15 — [186, 1357, 379, 1371]
fragment-line: str. 17, ⊠ 33 — [60, 362, 126, 375]
directory-entry: — Wilh., Fräser, Weidestr. 19, ⊠ 22 — [186, 511, 382, 525]
fragment-line: tall-Großhdl., — [54, 1185, 126, 1198]
directory-entry: Lippus, E., Schauerm., Billh. Röhrendamm 97, ⊠ 27 — [186, 1005, 476, 1019]
